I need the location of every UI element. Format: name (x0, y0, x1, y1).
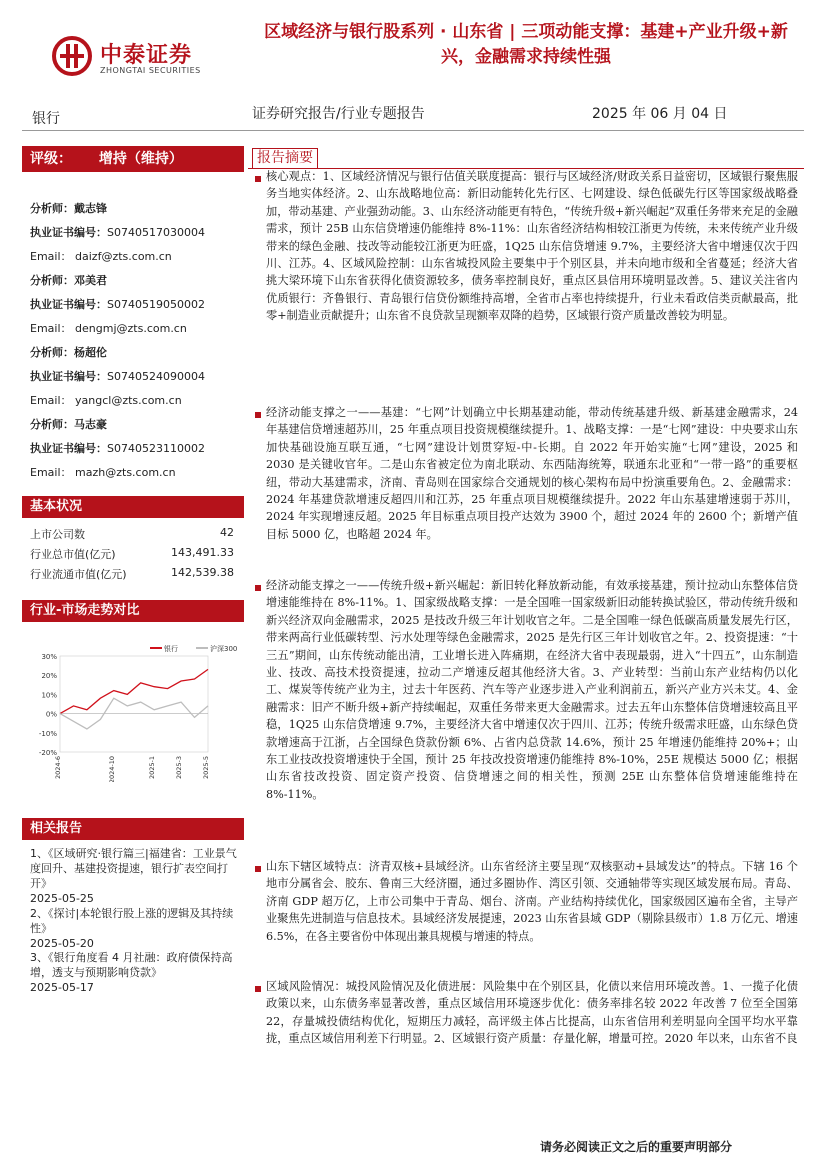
related-report-item[interactable]: 2、《探讨|本轮银行股上涨的逻辑及其持续性》 2025-05-20 (30, 907, 234, 950)
y-tick-label: 10% (41, 691, 57, 700)
analyst-email-row: Email： mazh@zts.com.cn (30, 466, 176, 479)
abstract-paragraph: 经济动能支撑之一——传统升级+新兴崛起：新旧转化释放新动能，有效承接基建，预计拉动山东整体信贷增速能维持在 8%-11%。1、国家级战略支撑：一是全国唯一国家级新旧动能转换试验区，带动传统升级和新兴经济双向金融需求，2025 是技改升级三年计划收官之年。二是全国唯一绿色低碳高质量发展先行区，带来两高行业低碳转型、污水处理等绿色金融需求，2025 是先行区三年计划收官之年。2、投资提速：“十三五”期间，山东传统动能出清，工业增长进入阵痛期，在经济大省中表现最弱，进入“十四五”，山东制造业、技改、高技术投资提速，拉动二产增速反超其他经济大省。3、产业转型：当前山东产业结构仍以化工、煤炭等传统产业为主，过去十年医药、汽车等产业逐步进入产业利润前五，新兴产业方兴未艾。4、金融需求：旧产不断升级+新产持续崛起，双重任务带来更大金融需求。过去五年山东整体信贷增速较高且平稳，1Q25 山东信贷增速 9.7%，主要经济大省中增速仅次于四川、江苏；传统升级需求旺盛，山东绿色贷款增速高于江浙，占全国绿色贷款份额 6%、占省内总贷款 14.6%，预计 25 年增速仍能维持 20%+；山东工业技改投资增速快于全国，预计 25 年技改投资增速仍能维持 8%-10%，25E 规模达 5000 亿；根据山东省技改投资、固定资产投资、信贷增速之间的相关性，预测 25E 山东整体信贷增速能维持在 8%-11%。 (266, 579, 798, 801)
bullet-icon (255, 176, 261, 182)
analyst-cert-row: 执业证书编号：S0740524090004 (30, 370, 205, 383)
analyst-name-row: 分析师：戴志锋 (30, 202, 107, 215)
rating-bar (22, 146, 244, 172)
abstract-tab: 报告摘要 (248, 146, 804, 169)
logo-text-en: ZHONGTAI SECURITIES (100, 66, 201, 75)
analyst-cert-row: 执业证书编号：S0740517030004 (30, 226, 205, 239)
x-tick-label: 2025-1 (148, 756, 157, 780)
trend-header: 行业-市场走势对比 (22, 600, 244, 622)
y-tick-label: -10% (38, 729, 57, 738)
abstract-paragraph: 经济动能支撑之一——基建：“七网”计划确立中长期基建动能，带动传统基建升级、新基建金融需求，24 年基建信贷增速超苏川，25 年重点项目投资规模继续提升。1、战略支撑：一是“七网”建设：中央要求山东加快基础设施互联互通，“七网”建设计划贯穿短-中-长期。自 2022 年开始实施“七网”建设，2025 和 2030 是关键收官年。二是山东省被定位为南北联动、东西陆海统筹，联通东北亚和“一带一路”的重要枢纽，带动大基建需求，济南、青岛则在国家综合交通规划的核心架构布局中扮演重要角色。2、金融需求：2024 年基建贷款增速反超四川和江苏，25 年重点项目规模继续提升。2022 年山东基建增速弱于苏川，2024 年实现增速反超。2025 年目标重点项目投产达效为 3900 个，超过 2024 年的 2600 个；新增产值目标 5000 亿，也略超 2024 年。 (266, 406, 798, 541)
x-tick-label: 2025-5 (202, 756, 210, 780)
rating-value: 增持（维持） (98, 151, 183, 167)
basic-row: 行业流通市值(亿元) 142,539.38 (30, 566, 234, 581)
logo-mark-icon (52, 36, 92, 76)
bullet-icon (255, 412, 261, 418)
footer-disclaimer: 请务必阅读正文之后的重要声明部分 (540, 1140, 733, 1154)
analyst-cert-row: 执业证书编号：S0740523110002 (30, 442, 205, 455)
bullet-icon (255, 585, 261, 591)
analyst-cert-row: 执业证书编号：S0740519050002 (30, 298, 205, 311)
y-tick-label: 20% (41, 672, 57, 681)
y-tick-label: 30% (41, 653, 57, 661)
report-date: 2025 年 06 月 04 日 (592, 106, 728, 122)
bullet-icon (255, 986, 261, 992)
analyst-email-row: Email： yangcl@zts.com.cn (30, 394, 182, 407)
x-tick-label: 2024-10 (107, 756, 116, 782)
x-tick-label: 2025-3 (175, 756, 184, 780)
report-title: 区域经济与银行股系列 · 山东省 | 三项动能支撑：基建+产业升级+新兴，金融需求持续性强 (264, 22, 788, 67)
basic-row: 行业总市值(亿元) 143,491.33 (30, 546, 234, 561)
analyst-name-row: 分析师：邓美君 (30, 274, 107, 287)
analyst-email-row: Email： daizf@zts.com.cn (30, 250, 172, 263)
related-report-item[interactable]: 3、《银行角度看 4 月社融：政府债保持高增，透支与预期影响贷款》 2025-05-17 (30, 951, 233, 994)
basic-row: 上市公司数 42 (30, 526, 234, 541)
logo-text-cn: 中泰证券 (100, 43, 193, 68)
related-report-item[interactable]: 1、《区域研究·银行篇三|福建省：工业景气度回升、基建投资提速，银行扩表空间打开》 2025-05-25 (30, 847, 237, 905)
related-reports-header: 相关报告 (22, 818, 244, 840)
rating-label: 评级： (30, 151, 72, 167)
abstract-paragraph: 区域风险情况：城投风险情况及化债进展：风险集中在个别区县，化债以来信用环境改善。1、一揽子化债政策以来，山东债务率显著改善，重点区域信用环境逐步优化：债务率排名较 2022 年改善 7 位至全国第 22，存量城投债结构优化，短期压力减轻，高评级主体占比提高，山东省信用利差明显向全国平均水平靠拢，重点区域信用利差下行明显。2、区域银行资产质量：存量化解，增量可控。2020 年以来，山东省不良 (266, 980, 798, 1046)
bullet-icon (255, 866, 261, 872)
y-tick-label: -20% (38, 749, 57, 757)
report-type: 证券研究报告/行业专题报告 (252, 106, 425, 122)
analyst-name-row: 分析师：马志豪 (30, 418, 107, 431)
industry-label: 银行 (32, 111, 60, 127)
analyst-email-row: Email： dengmj@zts.com.cn (30, 322, 187, 335)
trend-chart (30, 640, 244, 782)
abstract-paragraph: 核心观点：1、区域经济情况与银行估值关联度提高：银行与区域经济/财政关系日益密切，区域银行聚焦服务当地实体经济。2、山东战略地位高：新旧动能转化先行区、七网建设、绿色低碳先行区等国家级战略叠加，带动基建、产业强劲动能。3、山东经济动能更有特色，“传统升级+新兴崛起”双重任务带来充足的金融需求，预计 25B 山东信贷增速仍能维持 8%-11%：山东省经济结构相较江浙更为传统，未来传统产业升级带来的绿色金融、技改等动能较江浙更为旺盛，1Q25 山东信贷增速 9.7%，主要经济大省中增速仅次于四川、江苏。4、区域风险控制：山东省城投风险主要集中于个别区县，并未向地市级和全省蔓延；经济大省挑大梁环境下山东省获得化债资源较多，债务率控制良好，重点区县信用环境明显改善。5、建议关注省内优质银行：齐鲁银行、青岛银行信贷份额维持高增，全省市占率也持续提升，行业未看政信类贡献最高，批零+制造业贡献提升；山东省不良贷款呈现额率双降的趋势，区域银行资产质量改善较为明显。 (266, 170, 798, 323)
abstract-paragraph: 山东下辖区域特点：济青双核+县域经济。山东省经济主要呈现“双核驱动+县域发达”的特点。下辖 16 个地市分属省会、胶东、鲁南三大经济圈，通过多圈协作、湾区引领、交通轴带等实现区域发展布局。青岛、济南 GDP 超万亿，上市公司集中于青岛、烟台、济南。产业结构持续优化，国家级园区遍布全省，主导产业聚焦先进制造与信息技术。县域经济发展提速，2023 山东省县域 GDP（剔除县级市）1.8 万亿元、增速 6.5%，在各主要省份中体现出兼具规模与增速的特点。 (266, 860, 798, 943)
y-tick-label: 0% (45, 710, 57, 719)
legend-label: 银行 (164, 645, 178, 653)
analyst-name-row: 分析师：杨超伦 (30, 346, 107, 359)
company-logo (50, 36, 220, 80)
x-tick-label: 2024-6 (54, 756, 62, 780)
basic-info-header: 基本状况 (22, 496, 244, 518)
trend-chart-svg (30, 640, 244, 782)
legend-label: 沪深300 (210, 645, 238, 653)
header-divider (22, 130, 804, 131)
